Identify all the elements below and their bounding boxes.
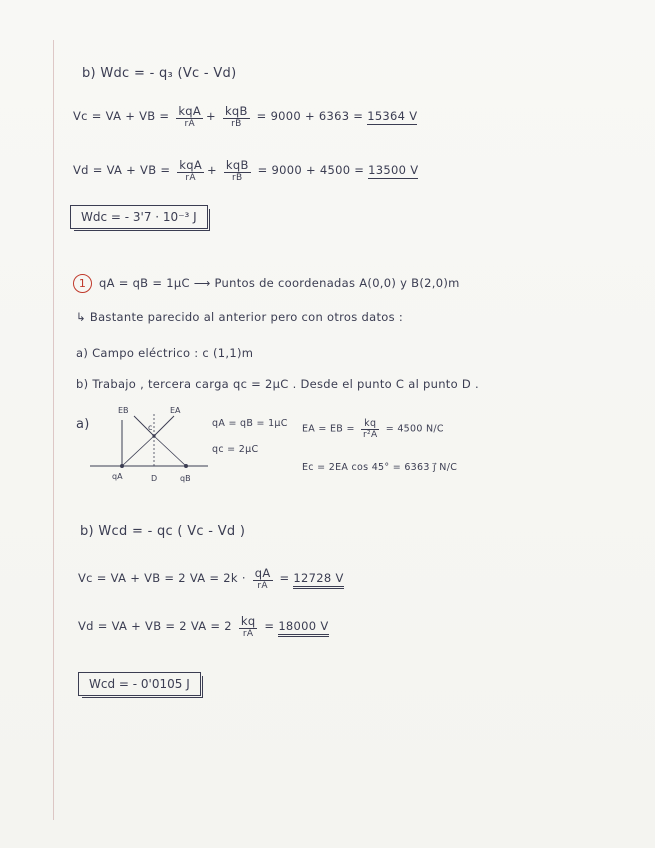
charge-b-point: [184, 464, 188, 468]
ec-equation: Ec = 2EA cos 45° = 6363 j⃗ N/C: [302, 462, 458, 473]
vc-fraction-a: $\frac{\text{kqA}}{rA}$: [178, 104, 202, 129]
vc-sum: = 9000 + 6363 =: [256, 109, 364, 123]
wcd-definition: b) Wcd = - qc ( Vc - Vd ): [80, 524, 246, 539]
vd2-equals: =: [264, 619, 275, 633]
vd-fraction-b: $\frac{\text{kqB}}{rB}$: [225, 158, 249, 183]
wdc-definition: b) Wdc = - q₃ (Vc - Vd): [82, 66, 237, 81]
part-b-line: b) Trabajo , tercera carga qc = 2μC . Desde el punto C al punto D .: [76, 377, 479, 391]
part-a-label: a): [76, 417, 90, 432]
vc2-equation: [78, 566, 344, 591]
problem-text: qA = qB = 1μC ⟶ Puntos de coordenadas A(0,0) y B(2,0)m: [98, 276, 460, 290]
vd-fraction-a: $\frac{\text{kqA}}{rA}$: [179, 158, 203, 183]
part-a-line: a) Campo eléctrico : c (1,1)m: [76, 346, 254, 360]
vd2-equation: [78, 614, 329, 639]
wcd-result-box: Wcd = - 0'0105 J: [78, 672, 201, 696]
vc2-equals: =: [279, 571, 290, 585]
vd2-result: 18000 V: [278, 619, 328, 637]
vc-lhs: Vc = VA + VB =: [73, 109, 170, 123]
problem-number: 1: [73, 274, 92, 293]
vc2-result: 12728 V: [293, 571, 343, 589]
ea-rhs: = 4500 N/C: [385, 423, 444, 435]
ea-vector: [154, 416, 174, 436]
given-qc: qc = 2μC: [212, 444, 259, 455]
field-diagram: [90, 402, 210, 492]
vd-lhs: Vd = VA + VB =: [73, 163, 171, 177]
ea-equation: [302, 418, 444, 440]
vd2-fraction: $\frac{kq}{rA}$: [240, 614, 256, 639]
vc2-lhs: Vc = VA + VB = 2 VA = 2k ·: [78, 571, 246, 585]
qb-label: qB: [180, 474, 191, 483]
margin-line: [53, 40, 54, 820]
point-c: [152, 434, 155, 437]
ea-label: EA: [170, 406, 181, 415]
vd2-lhs: Vd = VA + VB = 2 VA = 2: [78, 619, 232, 633]
given-charges: qA = qB = 1μC: [212, 418, 288, 429]
note-line: ↳ Bastante parecido al anterior pero con otros datos :: [76, 310, 404, 324]
vc2-fraction: $\frac{qA}{rA}$: [254, 566, 271, 591]
ea-lhs: EA = EB =: [302, 423, 355, 435]
charge-a-point: [120, 464, 124, 468]
vc-fraction-b: $\frac{\text{kqB}}{rB}$: [224, 104, 248, 129]
vd-sum: = 9000 + 4500 =: [257, 163, 365, 177]
vc-result: 15364 V: [367, 109, 418, 123]
vd-equation: Vd = VA + VB = $\frac{\text{kqA}}{rA}$ + $\frac{\text{kqB}}{rB}$ = 9000 + 4500 = 13500 V: [73, 158, 419, 183]
c-label: c: [148, 423, 153, 432]
eb-label: EB: [118, 406, 129, 415]
d-label: D: [151, 474, 158, 483]
ea-fraction: $\frac{kq}{\text{r²A}}$: [363, 418, 378, 440]
line-a-to-c: [122, 436, 154, 466]
problem-statement: [73, 274, 460, 293]
vc-equation: Vc = VA + VB = $\frac{\text{kqA}}{rA}$ + $\frac{\text{kqB}}{rB}$ = 9000 + 6363 = 15364 V: [73, 104, 418, 129]
line-c-to-b: [154, 436, 186, 466]
qa-label: qA: [112, 472, 123, 481]
wdc-result-box: Wdc = - 3'7 · 10⁻³ J: [70, 205, 208, 229]
vd-result: 13500 V: [368, 163, 419, 177]
